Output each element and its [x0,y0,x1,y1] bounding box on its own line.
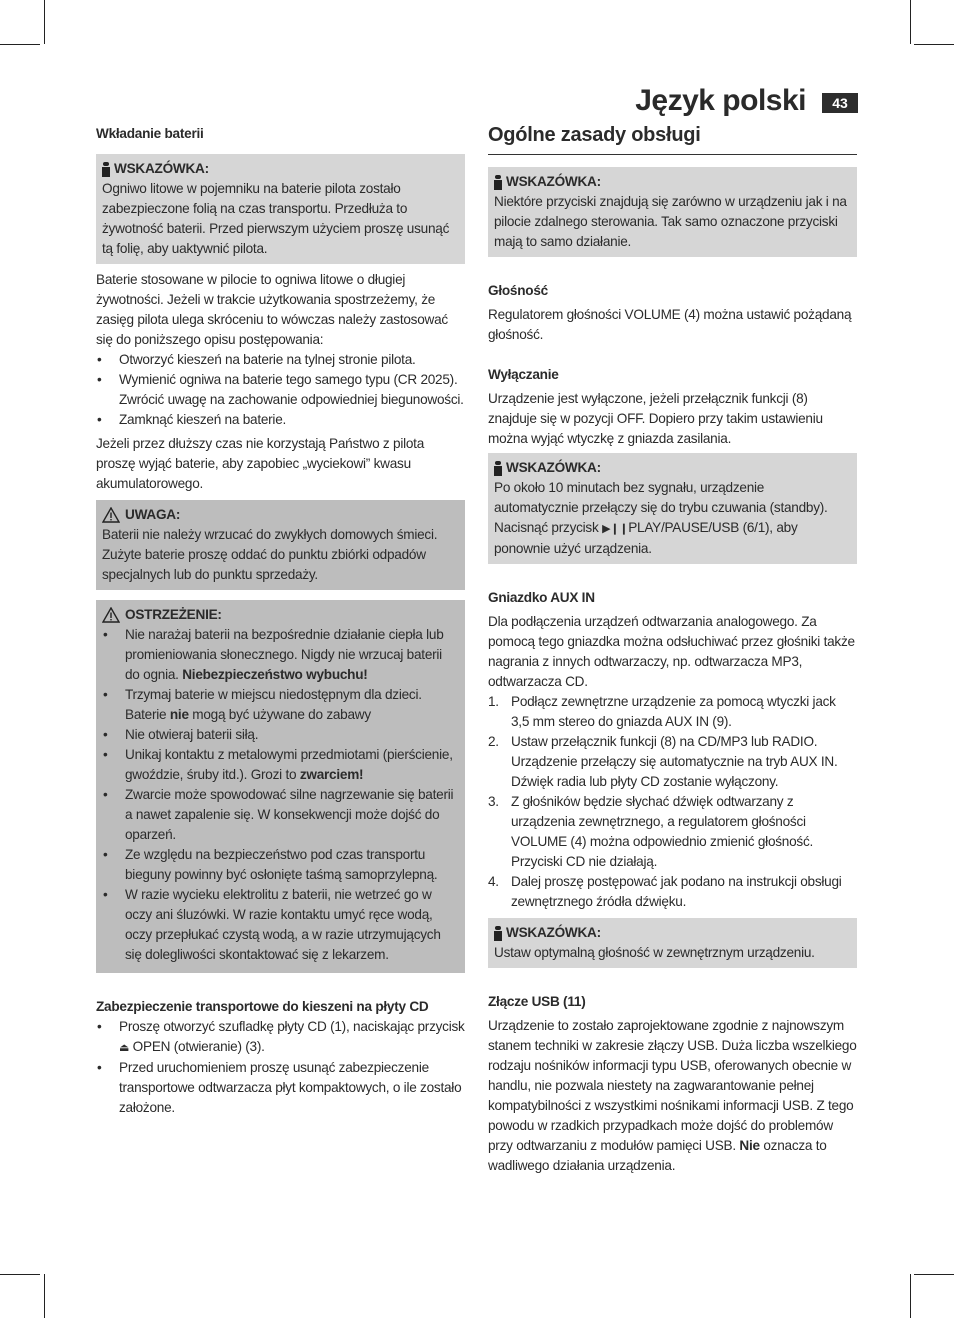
off-heading: Wyłączanie [488,367,559,382]
info-icon [494,175,502,190]
note-box [96,154,465,264]
info-icon [494,461,502,476]
transport-heading: Zabezpieczenie transportowe do kieszeni na płyty CD [96,999,429,1014]
battery-heading: Wkładanie baterii [96,126,204,141]
list-item: • Wymienić ogniwa na baterie tego samego typu (CR 2025). Zwrócić uwagę na zachowanie odpowiedniej biegunowości. [96,370,465,410]
page-header [0,84,954,124]
note-box [488,167,857,257]
crop-mark [44,0,45,44]
transport-list [96,1017,465,1118]
warning-box [96,600,465,973]
list-item: • Unikaj kontaktu z metalowymi przedmiotami (pierścienie, gwoździe, śruby itd.). Grozi to zwarciem! [102,745,459,785]
crop-mark [44,1274,45,1318]
list-item: 4. Dalej proszę postępować jak podano na instrukcji obsługi zewnętrznego źródła dźwięku. [488,874,842,909]
warning-triangle-icon [102,507,120,523]
list-item: • Przed uruchomieniem proszę usunąć zabezpieczenie transportowe odtwarzacza płyt kompaktowych, o ile zostało założone. [96,1058,465,1118]
list-item: • Zwarcie może spowodować silne nagrzewanie się baterii a nawet zapalenie się. W konsekwencji może dojść do oparzeń. [102,785,459,845]
battery-intro: Baterie stosowane w pilocie to ogniwa litowe o długiej żywotności. Jeżeli w trakcie użytkowania spostrzeżemy, że zasięg pilota ulega skróceniu to wówczas należy zastosować się do poniższego opisu postępowania: [96,272,448,347]
crop-mark [0,44,40,45]
list-item: 2. Ustaw przełącznik funkcji (8) na CD/MP3 lub RADIO. Urządzenie przełączy się automatycznie na tryb AUX IN. Dźwięk radia lub płyty CD zostanie wyłączony. [488,734,838,789]
note-title: WSKAZÓWKA: [506,460,601,475]
note-box [488,453,857,564]
aux-text: Dla podłączenia urządzeń odtwarzania analogowego. Za pomocą tego gniazdka można odsłuchiwać przez głośniki także nagrania z innych odtwarzaczy, np. odtwarzacza MP3, odtwarzacza CD. [488,614,855,689]
note-title: WSKAZÓWKA: [506,174,601,189]
note-box [488,918,857,968]
left-column [96,124,465,1118]
page-number: 43 [822,93,858,113]
caution-title: UWAGA: [125,507,181,522]
crop-mark [0,1274,40,1275]
aux-steps [488,692,857,912]
crop-mark [910,1274,911,1318]
list-item: • Proszę otworzyć szufladkę płyty CD (1), naciskając przycisk ⏏ OPEN (otwieranie) (3). [96,1017,465,1058]
list-item: • Trzymaj baterie w miejscu niedostępnym dla dzieci. Baterie nie mogą być używane do zabawy [102,685,459,725]
warning-triangle-icon [102,607,120,623]
off-text: Urządzenie jest wyłączone, jeżeli przełącznik funkcji (8) znajduje się w pozycji OFF. Dopiero przy takim ustawieniu można wyjąć wtyczkę z gniazda zasilania. [488,391,823,446]
long-unused-text: Jeżeli przez dłuższy czas nie korzystają Państwo z pilota proszę wyjąć baterie, aby zapobiec „wyciekowi” kwasu akumulatorowego. [96,436,425,491]
crop-mark [914,44,954,45]
info-icon [102,162,110,177]
crop-mark [910,0,911,44]
warning-title: OSTRZEŻENIE: [125,607,222,622]
warning-list [102,625,459,965]
note-text: Ogniwo litowe w pojemniku na baterie pilota zostało zabezpieczone folią na czas transportu. Przedłuża to żywotność baterii. Przed pierwszym użyciem proszę usunąć tą folię, aby uaktywnić pilota. [102,181,450,256]
aux-heading: Gniazdko AUX IN [488,590,595,605]
language-title: Język polski [635,84,806,117]
list-item: 1. Podłącz zewnętrzne urządzenie za pomocą wtyczki jack 3,5 mm stereo do gniazda AUX IN (9). [488,694,836,729]
volume-text: Regulatorem głośności VOLUME (4) można ustawić pożądaną głośność. [488,307,852,342]
list-item: • Otworzyć kieszeń na baterie na tylnej stronie pilota. [96,350,465,370]
note-text: Ustaw optymalną głośność w zewnętrznym urządzeniu. [494,945,815,960]
list-item: • Zamknąć kieszeń na baterie. [96,410,465,430]
battery-steps [96,350,465,430]
note-text: Po około 10 minutach bez sygnału, urządzenie automatycznie przełączy się do trybu czuwania (standby). Nacisnąć przycisk ▶❙❙PLAY/PAUSE/USB (6/1), aby ponownie użyć urządzenia. [494,480,828,556]
section-heading: Ogólne zasady obsługi [488,122,857,155]
list-item: • Nie otwieraj baterii siłą. [102,725,459,745]
eject-icon: ⏏ [119,1042,130,1054]
usb-text: Urządzenie to zostało zaprojektowane zgodnie z najnowszym stanem techniki w zakresie złączy USB. Duża liczba wszelkiego rodzaju nośników informacji typu USB, oferowanych obecnie w handlu, nie pozwala niestety na zagwarantowanie pełnej kompatybilności z wszystkimi nośnikami informacji USB. Z tego powodu w rzadkich przypadkach może dojść do problemów przy odtwarzaniu z modułów pamięci USB. Nie oznacza to wadliwego działania urządzenia. [488,1018,857,1173]
list-item: • Nie narażaj baterii na bezpośrednie działanie ciepła lub promieniowania słonecznego. Nigdy nie wrzucaj baterii do ognia. Niebezpieczeństwo wybuchu! [102,625,459,685]
list-item: • Ze względu na bezpieczeństwo pod czas transportu bieguny powinny być osłonięte taśmą samoprzylepną. [102,845,459,885]
list-item: 3. Z głośników będzie słychać dźwięk odtwarzany z urządzenia zewnętrznego, a regulatorem głośności VOLUME (4) można odpowiednio zmienić głośność. Przyciski CD nie działają. [488,794,814,869]
note-title: WSKAZÓWKA: [114,161,209,176]
note-text: Niektóre przyciski znajdują się zarówno w urządzeniu jak i na pilocie zdalnego sterowania. Tak samo oznaczone przyciski mają to samo działanie. [494,194,847,249]
list-item: • W razie wycieku elektrolitu z baterii, nie wetrzeć go w oczy ani śluzówki. W razie kontaktu umyć ręce wodą, oczy przepłukać czystą wodą, a w razie utrzymujących się dolegliwości skontaktować się z lekarzem. [102,885,459,965]
info-icon [494,926,502,941]
caution-text: Baterii nie należy wrzucać do zwykłych domowych śmieci. Zużyte baterie proszę oddać do punktu zbiórki odpadów specjalnych lub do punktu sprzedaży. [102,527,438,582]
crop-mark [914,1274,954,1275]
volume-heading: Głośność [488,283,548,298]
right-column [488,122,857,1176]
play-pause-icon: ▶❙❙ [602,523,629,535]
note-title: WSKAZÓWKA: [506,925,601,940]
caution-box [96,500,465,590]
usb-heading: Złącze USB (11) [488,994,586,1009]
